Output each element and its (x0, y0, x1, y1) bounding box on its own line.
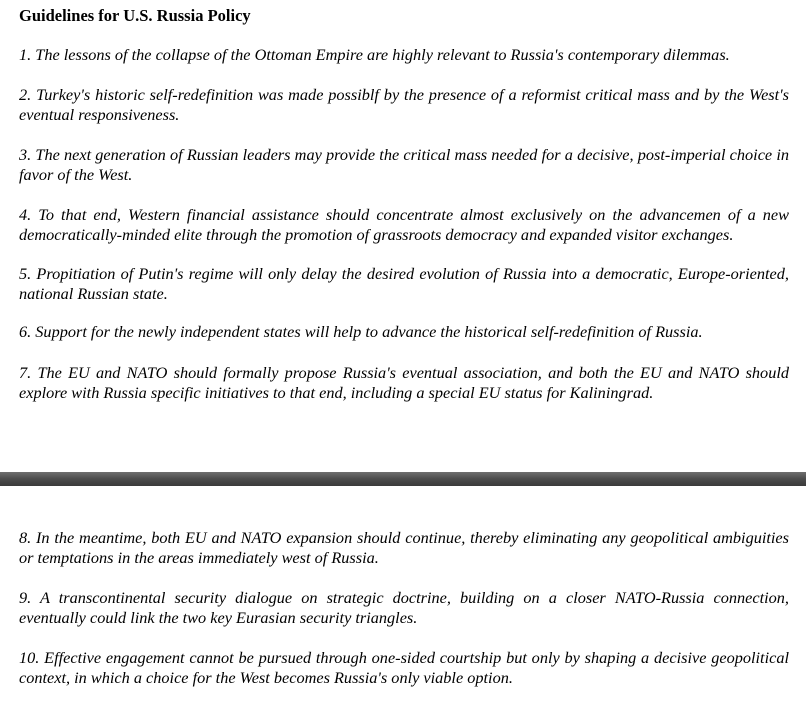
guideline-item-2: 2. Turkey's historic self-redefinition was made possiblf by the presence of a reformist critical mass and by the West's eventual responsiveness. (19, 85, 789, 124)
document-page-2 (0, 486, 806, 702)
page-separator (0, 472, 806, 486)
guideline-item-5: 5. Propitiation of Putin's regime will only delay the desired evolution of Russia into a democratic, Europe-oriented, national Russian state. (19, 264, 789, 303)
guideline-item-9: 9. A transcontinental security dialogue on strategic doctrine, building on a closer NATO-Russia connection, eventually could link the two key Eurasian security triangles. (19, 588, 789, 627)
guideline-item-4: 4. To that end, Western financial assistance should concentrate almost exclusively on the advancemen of a new democratically-minded elite through the promotion of grassroots democracy and expanded visitor exchanges. (19, 205, 789, 244)
guideline-item-1: 1. The lessons of the collapse of the Ottoman Empire are highly relevant to Russia's contemporary dilemmas. (19, 45, 730, 64)
guideline-item-8: 8. In the meantime, both EU and NATO expansion should continue, thereby eliminating any geopolitical ambiguities or temptations in the areas immediately west of Russia. (19, 528, 789, 567)
guideline-item-7: 7. The EU and NATO should formally propose Russia's eventual association, and both the EU and NATO should explore with Russia specific initiatives to that end, including a special EU status for Kaliningrad. (19, 363, 789, 402)
guideline-item-10: 10. Effective engagement cannot be pursued through one-sided courtship but only by shaping a decisive geopolitical context, in which a choice for the West becomes Russia's only viable option. (19, 648, 789, 687)
guideline-item-3: 3. The next generation of Russian leaders may provide the critical mass needed for a decisive, post-imperial choice in favor of the West. (19, 145, 789, 184)
guideline-item-6: 6. Support for the newly independent states will help to advance the historical self-redefinition of Russia. (19, 322, 703, 341)
document-title: Guidelines for U.S. Russia Policy (19, 6, 251, 25)
